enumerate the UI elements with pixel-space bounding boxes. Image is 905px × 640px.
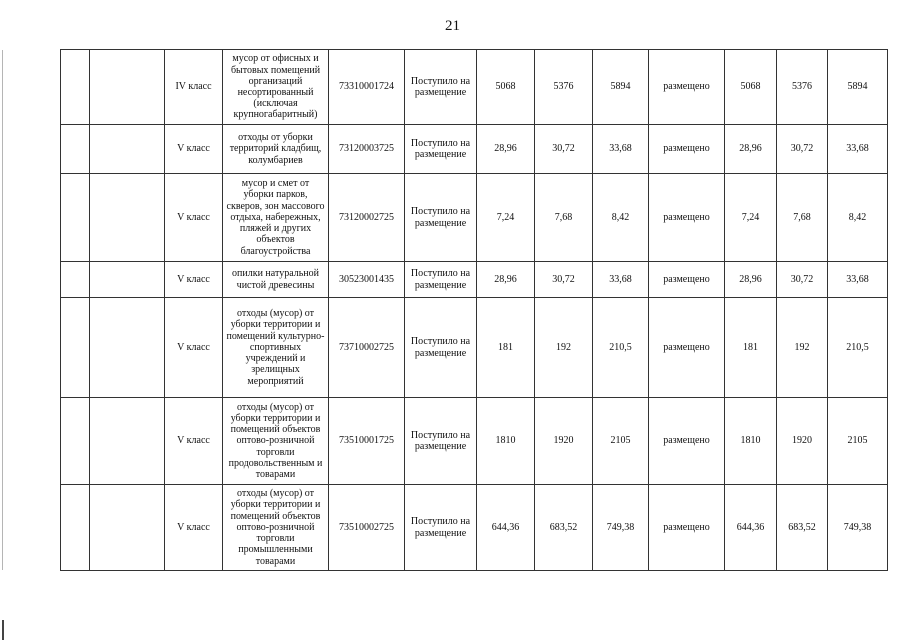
waste-description-cell: отходы от уборки территорий кладбищ, колумбариев xyxy=(223,125,329,174)
status-cell: размещено xyxy=(649,298,725,398)
status-cell: размещено xyxy=(649,125,725,174)
waste-table xyxy=(60,49,888,571)
placed-quantity-cell: 2105 xyxy=(828,398,888,485)
waste-class-cell: V класс xyxy=(165,174,223,262)
table-row xyxy=(61,262,888,298)
waste-code-cell: 73120002725 xyxy=(329,174,405,262)
quantity-cell: 8,42 xyxy=(593,174,649,262)
operation-cell: Поступило на размещение xyxy=(405,485,477,571)
waste-code-cell: 73510001725 xyxy=(329,398,405,485)
blank-cell xyxy=(90,398,165,485)
placed-quantity-cell: 1920 xyxy=(777,398,828,485)
waste-code-cell: 73310001724 xyxy=(329,50,405,125)
blank-cell xyxy=(61,262,90,298)
quantity-cell: 683,52 xyxy=(535,485,593,571)
scan-edge-mark xyxy=(2,620,4,640)
status-cell: размещено xyxy=(649,50,725,125)
waste-description-cell: опилки натуральной чистой древесины xyxy=(223,262,329,298)
placed-quantity-cell: 7,68 xyxy=(777,174,828,262)
waste-description-cell: отходы (мусор) от уборки территории и помещений культурно-спортивных учреждений и зрелищных мероприятий xyxy=(223,298,329,398)
quantity-cell: 33,68 xyxy=(593,262,649,298)
quantity-cell: 181 xyxy=(477,298,535,398)
quantity-cell: 7,24 xyxy=(477,174,535,262)
placed-quantity-cell: 683,52 xyxy=(777,485,828,571)
operation-cell: Поступило на размещение xyxy=(405,398,477,485)
waste-code-cell: 73120003725 xyxy=(329,125,405,174)
waste-class-cell: V класс xyxy=(165,262,223,298)
waste-code-cell: 30523001435 xyxy=(329,262,405,298)
placed-quantity-cell: 5894 xyxy=(828,50,888,125)
placed-quantity-cell: 28,96 xyxy=(725,262,777,298)
waste-class-cell: V класс xyxy=(165,398,223,485)
placed-quantity-cell: 644,36 xyxy=(725,485,777,571)
placed-quantity-cell: 181 xyxy=(725,298,777,398)
waste-class-cell: IV класс xyxy=(165,50,223,125)
placed-quantity-cell: 210,5 xyxy=(828,298,888,398)
placed-quantity-cell: 1810 xyxy=(725,398,777,485)
blank-cell xyxy=(90,485,165,571)
placed-quantity-cell: 28,96 xyxy=(725,125,777,174)
waste-code-cell: 73510002725 xyxy=(329,485,405,571)
blank-cell xyxy=(61,485,90,571)
waste-description-cell: мусор от офисных и бытовых помещений организаций несортированный (исключая крупногабаритный) xyxy=(223,50,329,125)
blank-cell xyxy=(61,50,90,125)
blank-cell xyxy=(61,398,90,485)
blank-cell xyxy=(90,174,165,262)
placed-quantity-cell: 33,68 xyxy=(828,125,888,174)
waste-description-cell: отходы (мусор) от уборки территории и помещений объектов оптово-розничной торговли промышленными товарами xyxy=(223,485,329,571)
table-row xyxy=(61,298,888,398)
operation-cell: Поступило на размещение xyxy=(405,50,477,125)
quantity-cell: 2105 xyxy=(593,398,649,485)
blank-cell xyxy=(90,262,165,298)
placed-quantity-cell: 30,72 xyxy=(777,125,828,174)
placed-quantity-cell: 7,24 xyxy=(725,174,777,262)
placed-quantity-cell: 33,68 xyxy=(828,262,888,298)
scan-left-rule xyxy=(2,50,3,570)
blank-cell xyxy=(90,50,165,125)
quantity-cell: 192 xyxy=(535,298,593,398)
blank-cell xyxy=(61,174,90,262)
blank-cell xyxy=(90,298,165,398)
table-row xyxy=(61,174,888,262)
placed-quantity-cell: 30,72 xyxy=(777,262,828,298)
quantity-cell: 30,72 xyxy=(535,262,593,298)
table-row xyxy=(61,398,888,485)
operation-cell: Поступило на размещение xyxy=(405,174,477,262)
waste-class-cell: V класс xyxy=(165,298,223,398)
quantity-cell: 33,68 xyxy=(593,125,649,174)
operation-cell: Поступило на размещение xyxy=(405,125,477,174)
quantity-cell: 644,36 xyxy=(477,485,535,571)
operation-cell: Поступило на размещение xyxy=(405,262,477,298)
page-number: 21 xyxy=(445,18,460,34)
quantity-cell: 28,96 xyxy=(477,125,535,174)
quantity-cell: 1920 xyxy=(535,398,593,485)
status-cell: размещено xyxy=(649,398,725,485)
operation-cell: Поступило на размещение xyxy=(405,298,477,398)
table-row xyxy=(61,50,888,125)
quantity-cell: 5376 xyxy=(535,50,593,125)
waste-class-cell: V класс xyxy=(165,125,223,174)
table-body xyxy=(61,50,888,571)
quantity-cell: 1810 xyxy=(477,398,535,485)
quantity-cell: 5894 xyxy=(593,50,649,125)
quantity-cell: 749,38 xyxy=(593,485,649,571)
waste-class-cell: V класс xyxy=(165,485,223,571)
quantity-cell: 210,5 xyxy=(593,298,649,398)
placed-quantity-cell: 8,42 xyxy=(828,174,888,262)
blank-cell xyxy=(90,125,165,174)
quantity-cell: 30,72 xyxy=(535,125,593,174)
quantity-cell: 28,96 xyxy=(477,262,535,298)
status-cell: размещено xyxy=(649,485,725,571)
placed-quantity-cell: 5376 xyxy=(777,50,828,125)
placed-quantity-cell: 5068 xyxy=(725,50,777,125)
waste-code-cell: 73710002725 xyxy=(329,298,405,398)
waste-description-cell: отходы (мусор) от уборки территории и помещений объектов оптово-розничной торговли продовольственным и товарами xyxy=(223,398,329,485)
status-cell: размещено xyxy=(649,174,725,262)
status-cell: размещено xyxy=(649,262,725,298)
placed-quantity-cell: 749,38 xyxy=(828,485,888,571)
waste-description-cell: мусор и смет от уборки парков, скверов, зон массового отдыха, набережных, пляжей и других объектов благоустройства xyxy=(223,174,329,262)
placed-quantity-cell: 192 xyxy=(777,298,828,398)
quantity-cell: 7,68 xyxy=(535,174,593,262)
blank-cell xyxy=(61,298,90,398)
table-row xyxy=(61,485,888,571)
table-row xyxy=(61,125,888,174)
blank-cell xyxy=(61,125,90,174)
quantity-cell: 5068 xyxy=(477,50,535,125)
